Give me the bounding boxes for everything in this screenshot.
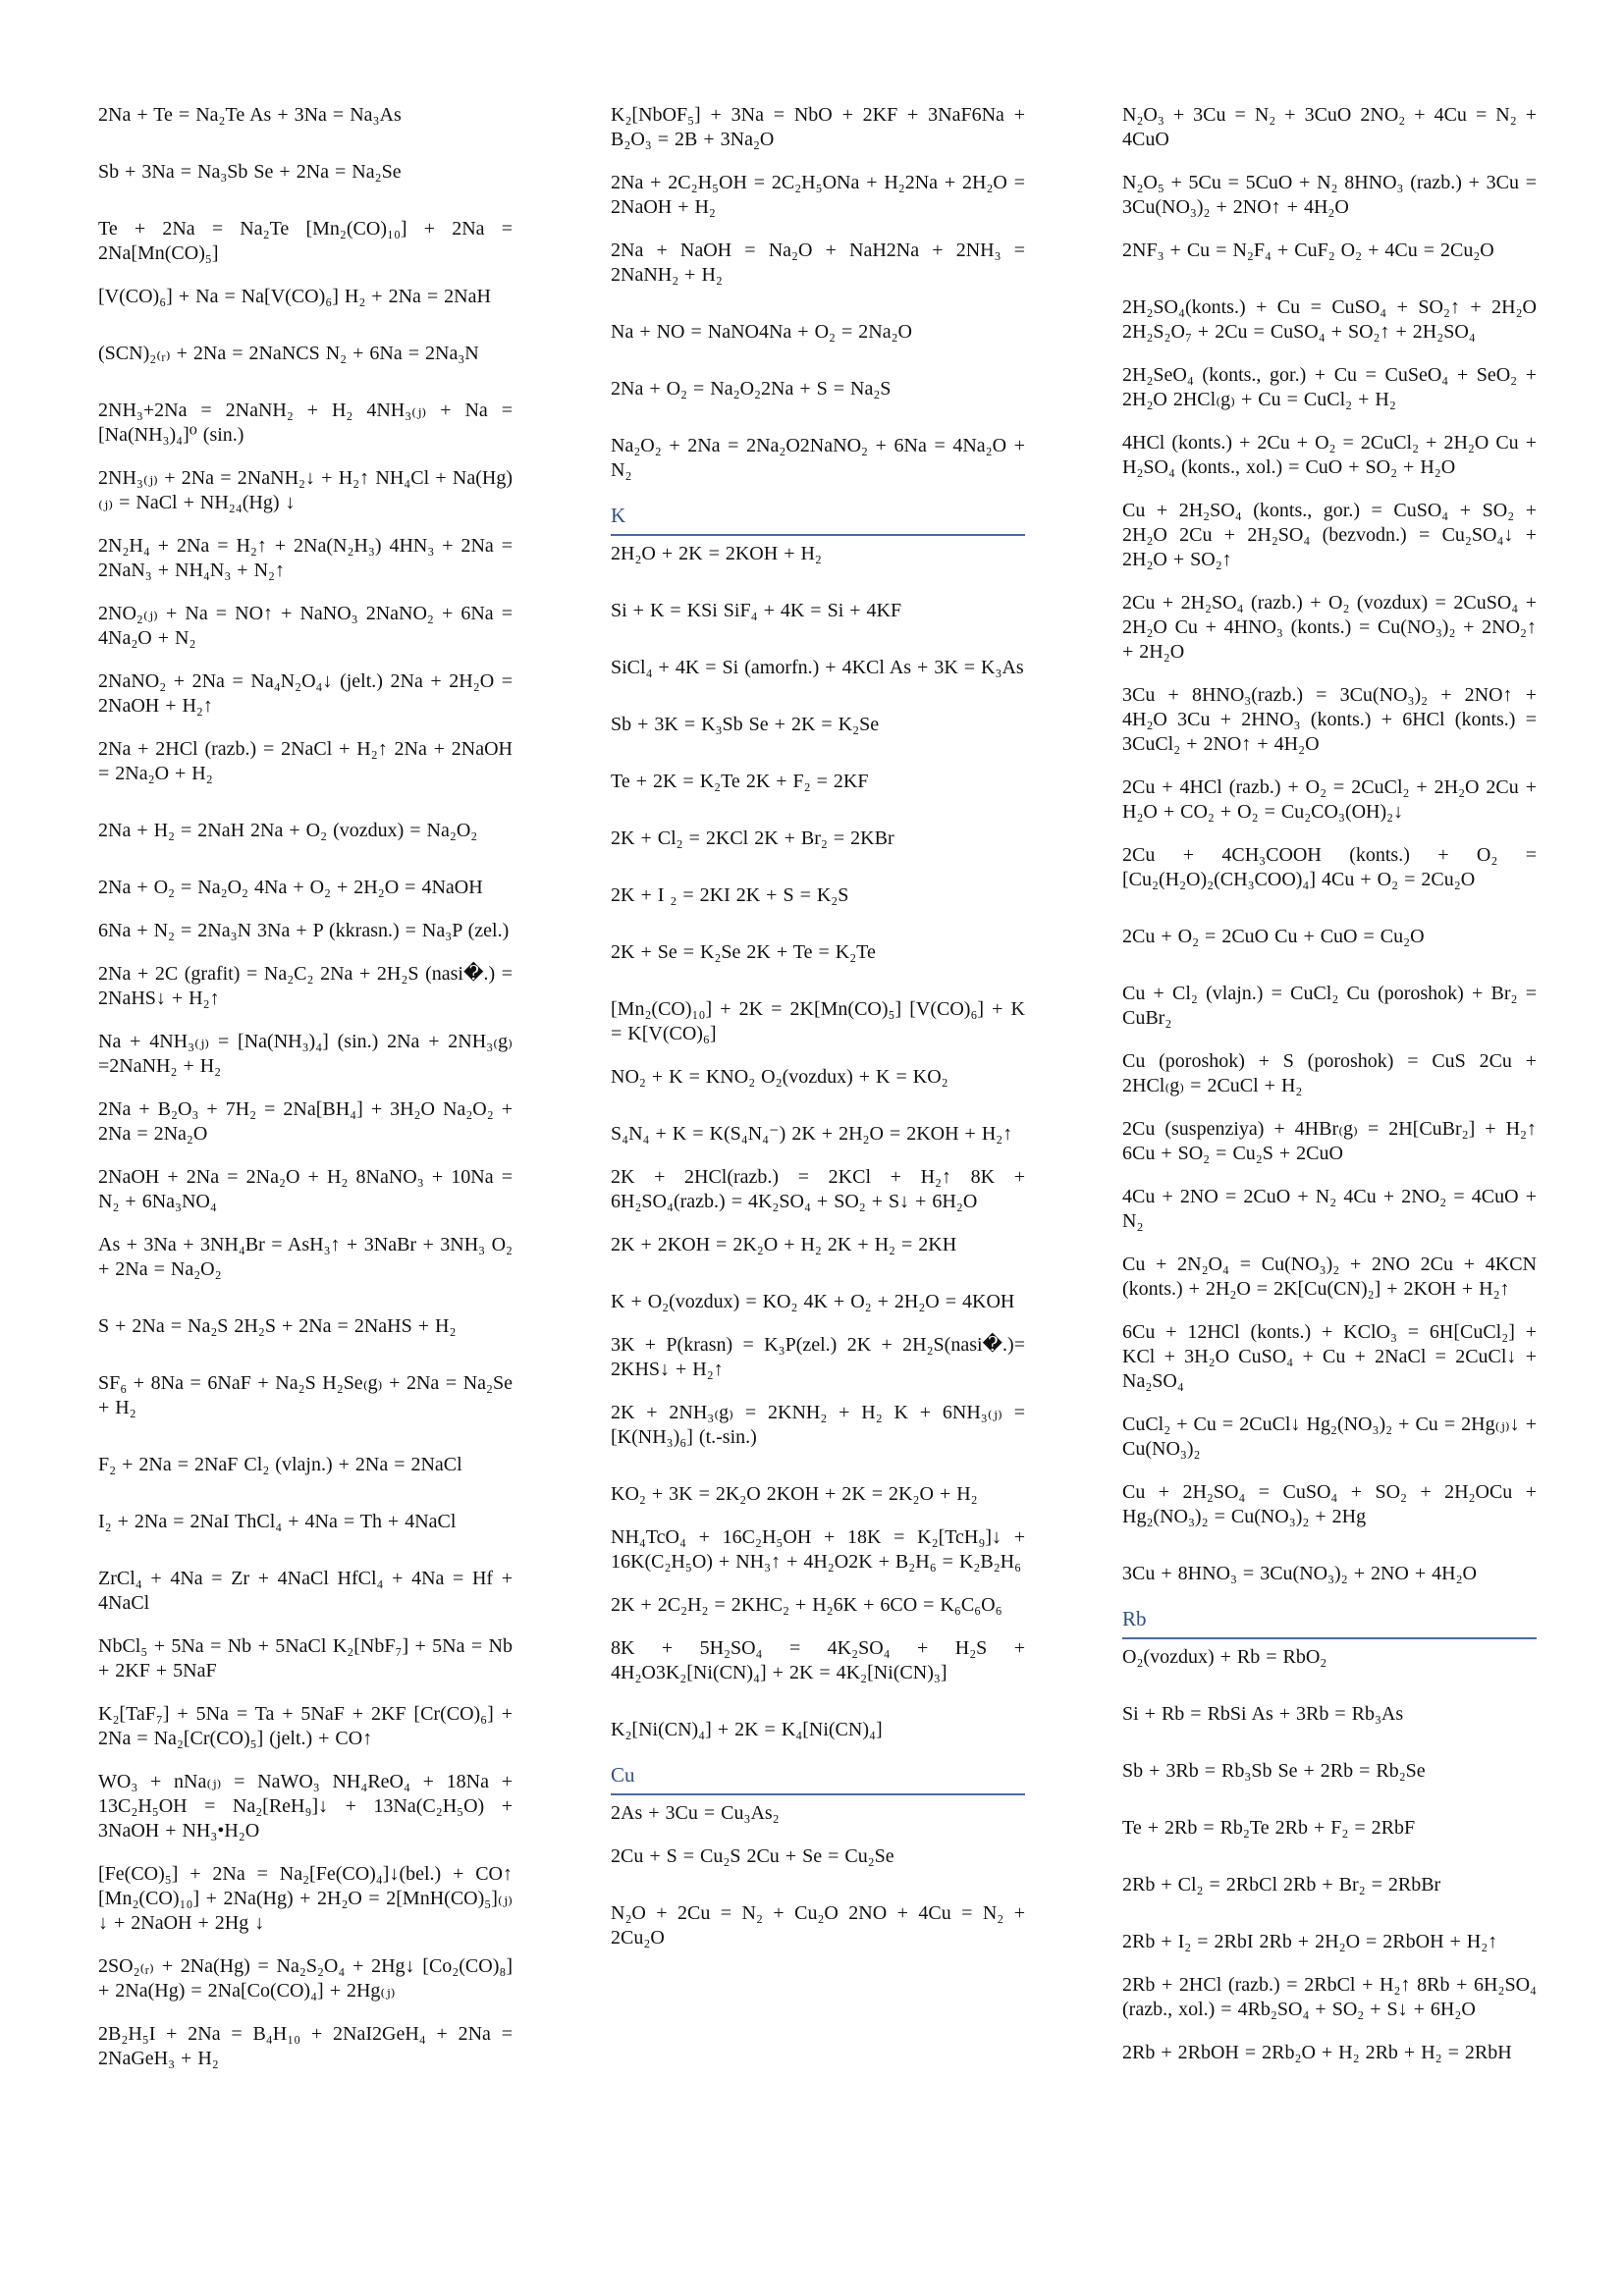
- equation: ZrCl₄ + 4Na = Zr + 4NaCl HfCl₄ + 4Na = Hf + 4NaCl: [98, 1568, 513, 1614]
- equation: 2Cu + S = Cu₂S 2Cu + Se = Cu₂Se: [611, 1845, 894, 1867]
- equation: 2Cu (suspenziya) + 4HBr₍g₎ = 2H[CuBr₂] + H₂↑ 6Cu + SO₂ = Cu₂S + 2CuO: [1122, 1118, 1537, 1164]
- equation: Te + 2Na = Na₂Te [Mn₂(CO)₁₀] + 2Na = 2Na[Mn(CO)₅]: [98, 218, 513, 264]
- equation: Te + 2Rb = Rb₂Te 2Rb + F₂ = 2RbF: [1122, 1817, 1416, 1839]
- equation: 4HCl (konts.) + 2Cu + O₂ = 2CuCl₂ + 2H₂O Cu + H₂SO₄ (konts., xol.) = CuO + SO₂ + H₂O: [1122, 432, 1537, 478]
- equation: Sb + 3Na = Na₃Sb Se + 2Na = Na₂Se: [98, 161, 402, 183]
- equation: (SCN)₂₍ᵣ₎ + 2Na = 2NaNCS N₂ + 6Na = 2Na₃N: [98, 343, 479, 364]
- equation: 2Cu + O₂ = 2CuO Cu + CuO = Cu₂O: [1122, 926, 1425, 947]
- equation: SiCl₄ + 4K = Si (amorfn.) + 4KCl As + 3K = K₃As: [611, 657, 1024, 678]
- section-heading-k: K: [611, 502, 1025, 536]
- equation: Te + 2K = K₂Te 2K + F₂ = 2KF: [611, 771, 869, 792]
- equation: Na + NO = NaNO4Na + O₂ = 2Na₂O: [611, 321, 913, 343]
- equation: 2Na + NaOH = Na₂O + NaH2Na + 2NH₃ = 2NaNH₂ + H₂: [611, 240, 1025, 286]
- equation: Na + 4NH₃₍ⱼ₎ = [Na(NH₃)₄] (sin.) 2Na + 2NH₃₍g₎=2NaNH₂ + H₂: [98, 1031, 513, 1077]
- equation: Cu + 2H₂SO₄ (konts., gor.) = CuSO₄ + SO₂ + 2H₂O 2Cu + 2H₂SO₄ (bezvodn.) = Cu₂SO₄↓ + 2H₂O + SO₂↑: [1122, 500, 1537, 570]
- equation: 2NaNO₂ + 2Na = Na₄N₂O₄↓ (jelt.) 2Na + 2H₂O = 2NaOH + H₂↑: [98, 670, 513, 717]
- equation: 2Na + H₂ = 2NaH 2Na + O₂ (vozdux) = Na₂O₂: [98, 820, 478, 841]
- equation: 2N₂H₄ + 2Na = H₂↑ + 2Na(N₂H₃) 4HN₃ + 2Na = 2NaN₃ + NH₄N₃ + N₂↑: [98, 535, 513, 581]
- equation: NbCl₅ + 5Na = Nb + 5NaCl K₂[NbF₇] + 5Na = Nb + 2KF + 5NaF: [98, 1635, 513, 1682]
- column-2: [611, 103, 1025, 1969]
- equation: KO₂ + 3K = 2K₂O 2KOH + 2K = 2K₂O + H₂: [611, 1483, 978, 1505]
- equation: S + 2Na = Na₂S 2H₂S + 2Na = 2NaHS + H₂: [98, 1315, 457, 1337]
- equation: N₂O + 2Cu = N₂ + Cu₂O 2NO + 4Cu = N₂ + 2Cu₂O: [611, 1902, 1025, 1949]
- equation: CuCl₂ + Cu = 2CuCl↓ Hg₂(NO₃)₂ + Cu = 2Hg₍ⱼ₎↓ + Cu(NO₃)₂: [1122, 1414, 1537, 1460]
- equation: 3Cu + 8HNO₃(razb.) = 3Cu(NO₃)₂ + 2NO↑ + 4H₂O 3Cu + 2HNO₃ (konts.) + 6HCl (konts.) = 3CuCl₂ + 2NO↑ + 4H₂O: [1122, 684, 1537, 755]
- equation: 2NH₃₍ⱼ₎ + 2Na = 2NaNH₂↓ + H₂↑ NH₄Cl + Na(Hg)₍ⱼ₎ = NaCl + NH₂₄(Hg) ↓: [98, 467, 513, 513]
- equation: 4Cu + 2NO = 2CuO + N₂ 4Cu + 2NO₂ = 4CuO + N₂: [1122, 1186, 1537, 1232]
- equation: 2K + Se = K₂Se 2K + Te = K₂Te: [611, 941, 876, 963]
- equation: 2NO₂₍ⱼ₎ + Na = NO↑ + NaNO₃ 2NaNO₂ + 6Na = 4Na₂O + N₂: [98, 603, 513, 649]
- equation: 2NaOH + 2Na = 2Na₂O + H₂ 8NaNO₃ + 10Na = N₂ + 6Na₃NO₄: [98, 1166, 513, 1212]
- equation: [V(CO)₆] + Na = Na[V(CO)₆] H₂ + 2Na = 2NaH: [98, 286, 491, 307]
- equation: 2Na + Te = Na₂Te As + 3Na = Na₃As: [98, 104, 402, 126]
- equation: Sb + 3Rb = Rb₃Sb Se + 2Rb = Rb₂Se: [1122, 1760, 1426, 1782]
- section-heading-rb: Rb: [1122, 1605, 1537, 1639]
- equation: WO₃ + nNa₍ⱼ₎ = NaWO₃ NH₄ReO₄ + 18Na + 13C₂H₅OH = Na₂[ReH₉]↓ + 13Na(C₂H₅O) + 3NaOH + NH₃•H₂O: [98, 1771, 513, 1842]
- equation: 2Rb + 2RbOH = 2Rb₂O + H₂ 2Rb + H₂ = 2RbH: [1122, 2042, 1512, 2063]
- equation: S₄N₄ + K = K(S₄N₄⁻) 2K + 2H₂O = 2KOH + H₂↑: [611, 1123, 1013, 1145]
- equation: 2Rb + I₂ = 2RbI 2Rb + 2H₂O = 2RbOH + H₂↑: [1122, 1931, 1498, 1952]
- equation: 2K + 2C₂H₂ = 2KHC₂ + H₂6K + 6CO = K₆C₆O₆: [611, 1594, 1002, 1616]
- equation: K₂[Ni(CN)₄] + 2K = K₄[Ni(CN)₄]: [611, 1719, 883, 1740]
- equation: K + O₂(vozdux) = KO₂ 4K + O₂ + 2H₂O = 4KOH: [611, 1291, 1015, 1312]
- column-3: [1122, 103, 1537, 2084]
- section-heading-cu: Cu: [611, 1761, 1025, 1795]
- equation: 2K + 2HCl(razb.) = 2KCl + H₂↑ 8K + 6H₂SO₄(razb.) = 4K₂SO₄ + SO₂ + S↓ + 6H₂O: [611, 1166, 1025, 1212]
- equation: Cu + Cl₂ (vlajn.) = CuCl₂ Cu (poroshok) + Br₂ = CuBr₂: [1122, 983, 1537, 1029]
- equation: 2K + 2NH₃₍g₎ = 2KNH₂ + H₂ K + 6NH₃₍ⱼ₎ = [K(NH₃)₆] (t.-sin.): [611, 1402, 1025, 1448]
- equation: 2Na + 2C (grafit) = Na₂C₂ 2Na + 2H₂S (nasi�.) = 2NaHS↓ + H₂↑: [98, 963, 513, 1009]
- equation: 2NF₃ + Cu = N₂F₄ + CuF₂ O₂ + 4Cu = 2Cu₂O: [1122, 240, 1494, 261]
- equation: O₂(vozdux) + Rb = RbO₂: [1122, 1646, 1327, 1668]
- equation: Cu + 2H₂SO₄ = CuSO₄ + SO₂ + 2H₂OCu + Hg₂(NO₃)₂ = Cu(NO₃)₂ + 2Hg: [1122, 1481, 1537, 1527]
- equation: F₂ + 2Na = 2NaF Cl₂ (vlajn.) + 2Na = 2NaCl: [98, 1454, 462, 1475]
- equation: 2Cu + 4HCl (razb.) + O₂ = 2CuCl₂ + 2H₂O 2Cu + H₂O + CO₂ + O₂ = Cu₂CO₃(OH)₂↓: [1122, 776, 1537, 823]
- equation: As + 3Na + 3NH₄Br = AsH₃↑ + 3NaBr + 3NH₃ O₂ + 2Na = Na₂O₂: [98, 1234, 513, 1280]
- equation: 2K + Cl₂ = 2KCl 2K + Br₂ = 2KBr: [611, 828, 894, 849]
- equation: 2H₂SeO₄ (konts., gor.) + Cu = CuSeO₄ + SeO₂ + 2H₂O 2HCl₍g₎ + Cu = CuCl₂ + H₂: [1122, 364, 1537, 410]
- equation: N₂O₃ + 3Cu = N₂ + 3CuO 2NO₂ + 4Cu = N₂ + 4CuO: [1122, 104, 1537, 150]
- equation: 2Na + O₂ = Na₂O₂ 4Na + O₂ + 2H₂O = 4NaOH: [98, 877, 483, 898]
- equation: 2Na + 2C₂H₅OH = 2C₂H₅ONa + H₂2Na + 2H₂O = 2NaOH + H₂: [611, 172, 1025, 218]
- equation: 2Na + 2HCl (razb.) = 2NaCl + H₂↑ 2Na + 2NaOH = 2Na₂O + H₂: [98, 738, 513, 784]
- equation: K₂[NbOF₅] + 3Na = NbO + 2KF + 3NaF6Na + B₂O₃ = 2B + 3Na₂O: [611, 104, 1025, 150]
- equation: 2Na + B₂O₃ + 7H₂ = 2Na[BH₄] + 3H₂O Na₂O₂ + 2Na = 2Na₂O: [98, 1098, 513, 1145]
- equation: 2H₂SO₄(konts.) + Cu = CuSO₄ + SO₂↑ + 2H₂O 2H₂S₂O₇ + 2Cu = CuSO₄ + SO₂↑ + 2H₂SO₄: [1122, 296, 1537, 343]
- equation: Cu (poroshok) + S (poroshok) = CuS 2Cu + 2HCl₍g₎ = 2CuCl + H₂: [1122, 1050, 1537, 1096]
- column-1: [98, 103, 513, 2090]
- equation: 2SO₂₍ᵣ₎ + 2Na(Hg) = Na₂S₂O₄ + 2Hg↓ [Co₂(CO)₈] + 2Na(Hg) = 2Na[Co(CO)₄] + 2Hg₍ⱼ₎: [98, 1955, 513, 2002]
- equation: SF₆ + 8Na = 6NaF + Na₂S H₂Se₍g₎ + 2Na = Na₂Se + H₂: [98, 1372, 513, 1418]
- equation: Sb + 3K = K₃Sb Se + 2K = K₂Se: [611, 714, 880, 735]
- equation: 3Cu + 8HNO₃ = 3Cu(NO₃)₂ + 2NO + 4H₂O: [1122, 1563, 1477, 1584]
- equation: 6Na + N₂ = 2Na₃N 3Na + P (kkrasn.) = Na₃P (zel.): [98, 920, 510, 941]
- equation: Na₂O₂ + 2Na = 2Na₂O2NaNO₂ + 6Na = 4Na₂O + N₂: [611, 435, 1025, 481]
- equation: I₂ + 2Na = 2NaI ThCl₄ + 4Na = Th + 4NaCl: [98, 1511, 457, 1532]
- equation: [Fe(CO)₅] + 2Na = Na₂[Fe(CO)₄]↓(bel.) + CO↑ [Mn₂(CO)₁₀] + 2Na(Hg) + 2H₂O = 2[MnH(CO)₅]₍ⱼ₎↓ + 2NaOH + 2Hg ↓: [98, 1863, 513, 1934]
- equation: 2Na + O₂ = Na₂O₂2Na + S = Na₂S: [611, 378, 892, 400]
- equation: 2Rb + 2HCl (razb.) = 2RbCl + H₂↑ 8Rb + 6H₂SO₄ (razb., xol.) = 4Rb₂SO₄ + SO₂ + S↓ + 6H₂O: [1122, 1974, 1537, 2020]
- equation: 2NH₃+2Na = 2NaNH₂ + H₂ 4NH₃₍ⱼ₎ + Na = [Na(NH₃)₄]⁰ (sin.): [98, 400, 513, 446]
- equation: Si + K = KSi SiF₄ + 4K = Si + 4KF: [611, 600, 902, 621]
- equation: 2B₂H₅I + 2Na = B₄H₁₀ + 2NaI2GeH₄ + 2Na = 2NaGeH₃ + H₂: [98, 2023, 513, 2069]
- equation: 2Cu + 4CH₃COOH (konts.) + O₂ = [Cu₂(H₂O)₂(CH₃COO)₄] 4Cu + O₂ = 2Cu₂O: [1122, 844, 1537, 890]
- equation: Si + Rb = RbSi As + 3Rb = Rb₃As: [1122, 1703, 1404, 1725]
- equation: 3K + P(krasn) = K₃P(zel.) 2K + 2H₂S(nasi�.)= 2KHS↓ + H₂↑: [611, 1334, 1025, 1380]
- equation: [Mn₂(CO)₁₀] + 2K = 2K[Mn(CO)₅] [V(CO)₆] + K = K[V(CO)₆]: [611, 998, 1025, 1044]
- equation: NH₄TcO₄ + 16C₂H₅OH + 18K = K₂[TcH₉]↓ + 16K(C₂H₅O) + NH₃↑ + 4H₂O2K + B₂H₆ = K₂B₂H₆: [611, 1526, 1025, 1573]
- equation: NO₂ + K = KNO₂ O₂(vozdux) + K = KO₂: [611, 1066, 948, 1088]
- equation: 2K + 2KOH = 2K₂O + H₂ 2K + H₂ = 2KH: [611, 1234, 957, 1255]
- equation: 2Cu + 2H₂SO₄ (razb.) + O₂ (vozdux) = 2CuSO₄ + 2H₂O Cu + 4HNO₃ (konts.) = Cu(NO₃)₂ + 2NO₂↑ + 2H₂O: [1122, 592, 1537, 663]
- equation: 2H₂O + 2K = 2KOH + H₂: [611, 543, 822, 564]
- equation: 8K + 5H₂SO₄ = 4K₂SO₄ + H₂S + 4H₂O3K₂[Ni(CN)₄] + 2K = 4K₂[Ni(CN)₃]: [611, 1637, 1025, 1683]
- equation: 2As + 3Cu = Cu₃As₂: [611, 1802, 780, 1824]
- equation: 6Cu + 12HCl (konts.) + KClO₃ = 6H[CuCl₂] + KCl + 3H₂O CuSO₄ + Cu + 2NaCl = 2CuCl↓ + Na₂SO₄: [1122, 1321, 1537, 1392]
- equation: K₂[TaF₇] + 5Na = Ta + 5NaF + 2KF [Cr(CO)₆] + 2Na = Na₂[Cr(CO)₅] (jelt.) + CO↑: [98, 1703, 513, 1749]
- equation: Cu + 2N₂O₄ = Cu(NO₃)₂ + 2NO 2Cu + 4KCN (konts.) + 2H₂O = 2K[Cu(CN)₂] + 2KOH + H₂↑: [1122, 1254, 1537, 1300]
- equation: 2K + I ₂ = 2KI 2K + S = K₂S: [611, 884, 849, 906]
- equation: 2Rb + Cl₂ = 2RbCl 2Rb + Br₂ = 2RbBr: [1122, 1874, 1441, 1896]
- equation: N₂O₅ + 5Cu = 5CuO + N₂ 8HNO₃ (razb.) + 3Cu = 3Cu(NO₃)₂ + 2NO↑ + 4H₂O: [1122, 172, 1537, 218]
